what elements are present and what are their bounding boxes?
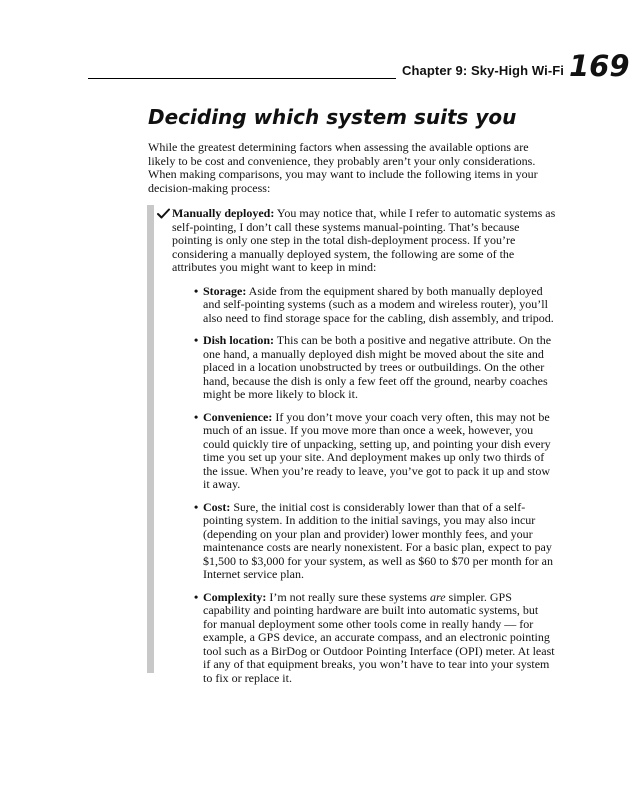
bullet-term: Convenience:	[203, 409, 273, 424]
list-item-cost	[194, 499, 555, 582]
bullet-dot-icon: •	[194, 409, 199, 424]
header-rule	[88, 78, 396, 79]
bullet-dot-icon: •	[194, 283, 199, 298]
list-item-convenience	[194, 409, 555, 492]
running-header-chapter: Chapter 9: Sky-High Wi-Fi	[402, 63, 565, 78]
bullet-term: Cost:	[203, 499, 231, 514]
checklist-paragraph	[172, 207, 556, 275]
checklist-item-manually-deployed	[172, 207, 556, 694]
bullet-emphasis: are	[429, 589, 446, 604]
attribute-list	[194, 283, 555, 686]
checklist-lead: Manually deployed:	[172, 206, 275, 220]
section-heading: Deciding which system suits you	[148, 105, 517, 129]
bullet-text: Sure, the initial cost is considerably lower than that of a self-pointing system. In addition to the initial savings, you may also incur (depending on your plan and provider) lower monthly fees, and your maintenance costs are nearly nonexistent. For a basic plan, expect to pay $1,500 to $3,000 for your system, as well as $60 to $70 per month for an Internet service plan.	[203, 499, 553, 581]
list-item-storage	[194, 283, 555, 326]
bullet-text: simpler. GPS capability and pointing hardware are built into automatic systems, but for manual deployment some other tools come in really handy — for example, a GPS device, an accurate compass, and an electronic pointing tool such as a BirDog or Outdoor Pointing Interface (OPI) meter. At least if any of that equipment breaks, you won’t have to tear into your system to fix or replace it.	[203, 589, 555, 685]
checklist-text: You may notice that, while I refer to automatic systems as self-pointing, I don’t call these systems manual-pointing. That’s because pointing is only one step in the total dish-deployment process. If you’re considering a manually deployed system, the following are some of the attributes you might want to keep in mind:	[172, 206, 556, 274]
bullet-text: This can be both a positive and negative attribute. On the one hand, a manually deployed dish might be moved about the site and placed in a location unobstructed by trees or outbuildings. On the other hand, because the dish is only a few feet off the ground, nearby coaches might be more likely to block it.	[203, 333, 552, 401]
page-number: 169	[569, 49, 630, 83]
checklist-side-bar	[147, 205, 154, 673]
bullet-term: Storage:	[203, 283, 247, 298]
bullet-dot-icon: •	[194, 333, 199, 347]
bullet-term: Complexity:	[203, 589, 267, 604]
bullet-term: Dish location:	[203, 333, 275, 347]
bullet-dot-icon: •	[194, 499, 199, 514]
bullet-text: If you don’t move your coach very often, this may not be much of an issue. If you move more than once a week, however, you could quickly tire of unpacking, setting up, and pointing your dish every time you set up your site. And deployment makes up only two thirds of the issue. When you’re ready to leave, you’ve got to pack it up and stow it away.	[203, 409, 551, 491]
list-item-complexity	[194, 589, 555, 686]
list-item-dish-location	[194, 333, 555, 402]
bullet-dot-icon: •	[194, 589, 199, 604]
intro-paragraph: While the greatest determining factors when assessing the available options are likely to be cost and convenience, they probably aren’t your only considerations. When making comparisons, you may want to include the following items in your decision-making process:	[148, 140, 538, 195]
checkmark-icon	[157, 208, 170, 219]
bullet-text: Aside from the equipment shared by both manually deployed and self-pointing systems (such as a modem and wireless router), you’ll also need to find storage space for the cabling, dish assembly, and tripod.	[203, 283, 554, 325]
bullet-text-before: I’m not really sure these systems	[266, 589, 430, 604]
